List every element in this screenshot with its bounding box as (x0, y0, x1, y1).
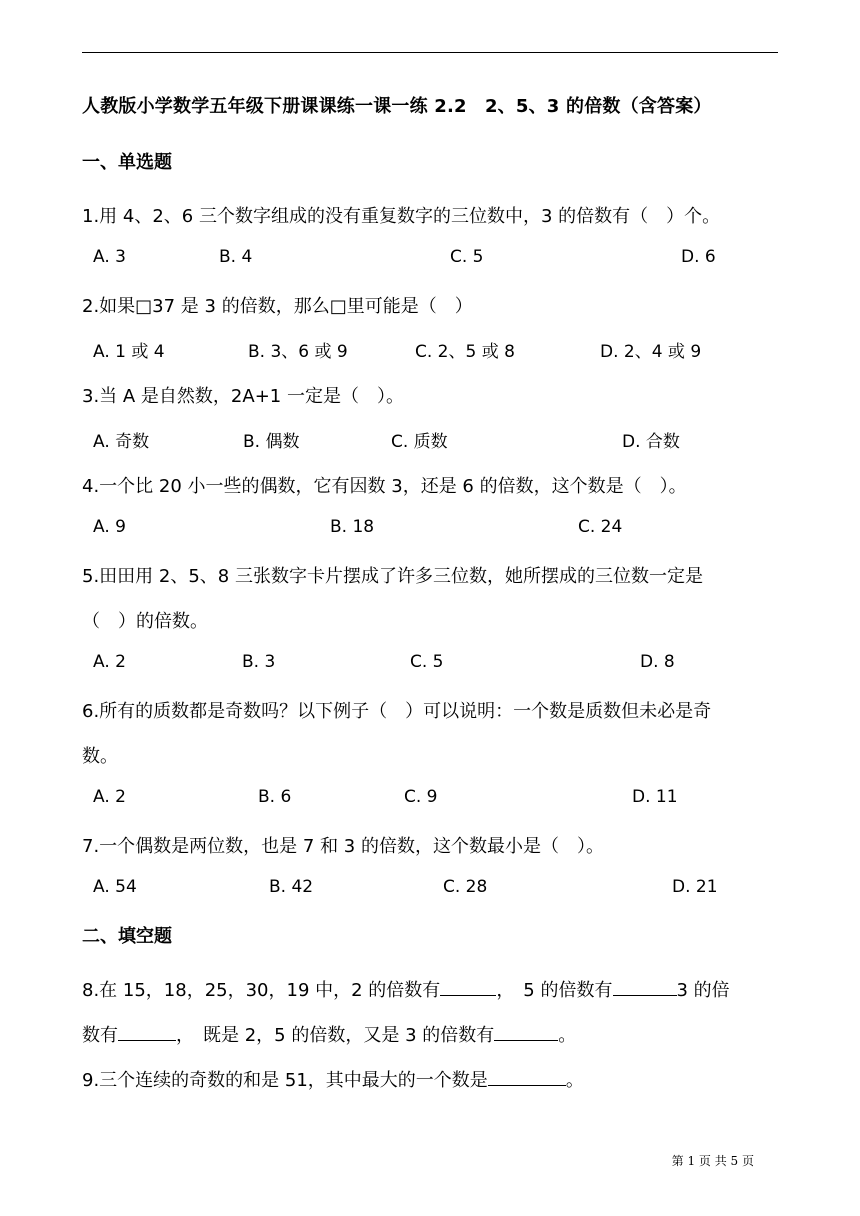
question-7-option-c: C. 28 (443, 877, 488, 897)
header-rule (82, 52, 778, 53)
question-3-option-a: A. 奇数 (93, 432, 150, 452)
question-3-option-b: B. 偶数 (243, 432, 300, 452)
section-heading-single-choice: 一、单选题 (82, 152, 172, 173)
question-5-option-c: C. 5 (410, 652, 444, 672)
question-1: 1.用 4、2、6 三个数字组成的没有重复数字的三位数中，3 的倍数有（ ）个。 (82, 206, 721, 227)
question-9 (82, 1066, 584, 1092)
answer-blank-1[interactable] (440, 977, 496, 996)
question-2-option-d: D. 2、4 或 9 (600, 342, 702, 362)
question-5-option-b: B. 3 (242, 652, 276, 672)
question-6-line-2: 数。 (82, 746, 118, 767)
question-1-option-c: C. 5 (450, 247, 484, 267)
question-7-option-b: B. 42 (269, 877, 314, 897)
answer-blank-3[interactable] (118, 1022, 176, 1041)
question-8-line-1 (82, 976, 730, 1002)
question-8-text-4: 数有 (82, 1025, 118, 1046)
question-5-option-d: D. 8 (640, 652, 675, 672)
section-heading-fill-in: 二、填空题 (82, 926, 172, 947)
question-8-text-6: 。 (558, 1025, 577, 1046)
question-2-option-a: A. 1 或 4 (93, 342, 165, 362)
question-6-option-c: C. 9 (404, 787, 438, 807)
question-2: 2.如果□37 是 3 的倍数，那么□里可能是（ ） (82, 296, 473, 317)
question-8-text-3: 3 的倍 (676, 980, 730, 1001)
question-4-option-c: C. 24 (578, 517, 623, 537)
question-3-option-c: C. 质数 (391, 432, 448, 452)
document-title: 人教版小学数学五年级下册课课练一课一练 2.2 2、5、3 的倍数（含答案） (82, 96, 712, 117)
question-5-option-a: A. 2 (93, 652, 126, 672)
question-8-text-5: ， 既是 2，5 的倍数，又是 3 的倍数有 (176, 1025, 495, 1046)
question-3-option-d: D. 合数 (622, 432, 680, 452)
question-6-option-d: D. 11 (632, 787, 678, 807)
page-footer: 第 1 页 共 5 页 (671, 1154, 754, 1168)
question-6-option-a: A. 2 (93, 787, 126, 807)
question-4-option-a: A. 9 (93, 517, 126, 537)
question-7: 7.一个偶数是两位数，也是 7 和 3 的倍数，这个数最小是（ ）。 (82, 836, 604, 857)
question-8-text-1: 8.在 15，18，25，30，19 中，2 的倍数有 (82, 980, 441, 1001)
question-5-line-2: （ ）的倍数。 (82, 611, 208, 632)
question-8-line-2 (82, 1021, 576, 1047)
answer-blank-4[interactable] (494, 1022, 558, 1041)
question-2-option-c: C. 2、5 或 8 (415, 342, 515, 362)
question-5-line-1: 5.田田用 2、5、8 三张数字卡片摆成了许多三位数，她所摆成的三位数一定是 (82, 566, 703, 587)
question-6-line-1: 6.所有的质数都是奇数吗？以下例子（ ）可以说明：一个数是质数但未必是奇 (82, 701, 712, 722)
question-4-option-b: B. 18 (330, 517, 375, 537)
question-7-option-a: A. 54 (93, 877, 137, 897)
answer-blank-5[interactable] (488, 1067, 566, 1086)
question-6-option-b: B. 6 (258, 787, 292, 807)
question-3: 3.当 A 是自然数，2A+1 一定是（ ）。 (82, 386, 404, 407)
question-4: 4.一个比 20 小一些的偶数，它有因数 3，还是 6 的倍数，这个数是（ ）。 (82, 476, 687, 497)
question-1-option-a: A. 3 (93, 247, 126, 267)
question-8-text-2: ， 5 的倍数有 (496, 980, 613, 1001)
question-7-option-d: D. 21 (672, 877, 718, 897)
question-2-option-b: B. 3、6 或 9 (248, 342, 348, 362)
question-1-option-d: D. 6 (681, 247, 716, 267)
question-1-option-b: B. 4 (219, 247, 253, 267)
answer-blank-2[interactable] (613, 977, 677, 996)
question-9-text-1: 9.三个连续的奇数的和是 51，其中最大的一个数是 (82, 1070, 488, 1091)
question-9-text-2: 。 (565, 1070, 584, 1091)
